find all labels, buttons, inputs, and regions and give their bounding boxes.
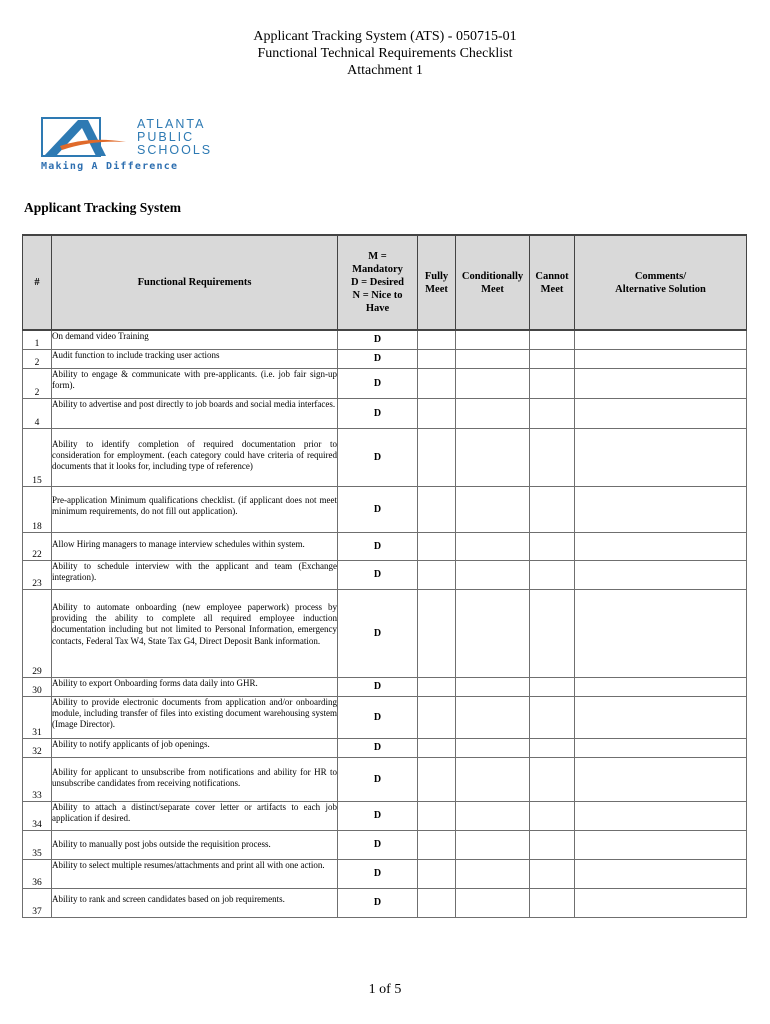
logo-name [137, 118, 247, 157]
table-row [23, 589, 747, 677]
cannot-meet-cell[interactable] [530, 560, 575, 589]
table-row [23, 696, 747, 738]
cannot-meet-cell[interactable] [530, 398, 575, 428]
comments-cell[interactable] [575, 677, 747, 696]
comments-cell[interactable] [575, 738, 747, 757]
requirement-text: Ability to identify completion of required documentation prior to consideration for employment. (each category could have criteria of required documents that it looks for, including type of reference) [52, 428, 338, 486]
priority-value: D [338, 532, 418, 560]
cannot-meet-cell[interactable] [530, 696, 575, 738]
comments-cell[interactable] [575, 859, 747, 888]
table-row [23, 428, 747, 486]
requirement-text: Ability to automate onboarding (new employee paperwork) process by providing the ability to complete all required employee induction documentation including but not limited to Personal Information, emergency contacts, Federal Tax W4, State Tax G4, Direct Deposit Bank information. [52, 589, 338, 677]
comments-cell[interactable] [575, 532, 747, 560]
logo-name-line1: ATLANTA [137, 117, 206, 131]
document-header [0, 28, 770, 79]
header-cannot-line1: Cannot [535, 270, 569, 282]
requirement-text: Pre-application Minimum qualifications checklist. (if applicant does not meet minimum requirements, do not fill out application). [52, 486, 338, 532]
requirement-text: Ability for applicant to unsubscribe from notifications and ability for HR to unsubscribe candidates from receiving notifications. [52, 757, 338, 801]
fully-meet-cell[interactable] [418, 859, 456, 888]
table-row [23, 801, 747, 830]
priority-value: D [338, 398, 418, 428]
row-number: 30 [23, 677, 52, 696]
row-number: 23 [23, 560, 52, 589]
conditionally-meet-cell[interactable] [456, 349, 530, 368]
cannot-meet-cell[interactable] [530, 757, 575, 801]
priority-value: D [338, 560, 418, 589]
comments-cell[interactable] [575, 428, 747, 486]
priority-value: D [338, 349, 418, 368]
requirement-text: Ability to export Onboarding forms data daily into GHR. [52, 677, 338, 696]
table-row [23, 888, 747, 917]
requirement-text: Ability to attach a distinct/separate cover letter or artifacts to each job application if desired. [52, 801, 338, 830]
header-priority-line5: Have [365, 303, 390, 314]
header-requirement-label: Functional Requirements [137, 277, 252, 288]
cannot-meet-cell[interactable] [530, 589, 575, 677]
header-comments [575, 235, 747, 330]
fully-meet-cell[interactable] [418, 888, 456, 917]
cannot-meet-cell[interactable] [530, 801, 575, 830]
cannot-meet-cell[interactable] [530, 677, 575, 696]
header-comments-line2: Alternative Solution [615, 283, 706, 295]
cannot-meet-cell[interactable] [530, 859, 575, 888]
header-requirement [52, 235, 338, 330]
row-number: 35 [23, 830, 52, 859]
fully-meet-cell[interactable] [418, 830, 456, 859]
conditionally-meet-cell[interactable] [456, 560, 530, 589]
table-row [23, 859, 747, 888]
row-number: 33 [23, 757, 52, 801]
conditionally-meet-cell[interactable] [456, 677, 530, 696]
table-row [23, 830, 747, 859]
fully-meet-cell[interactable] [418, 757, 456, 801]
fully-meet-cell[interactable] [418, 532, 456, 560]
priority-value: D [338, 589, 418, 677]
comments-cell[interactable] [575, 398, 747, 428]
conditionally-meet-cell[interactable] [456, 859, 530, 888]
requirement-text: Ability to select multiple resumes/attachments and print all with one action. [52, 859, 338, 888]
fully-meet-cell[interactable] [418, 428, 456, 486]
table-row [23, 677, 747, 696]
requirements-table [22, 234, 747, 918]
cannot-meet-cell[interactable] [530, 349, 575, 368]
table-row [23, 532, 747, 560]
priority-value: D [338, 486, 418, 532]
header-priority-line2: Mandatory [352, 264, 403, 275]
header-fully-meet [418, 235, 456, 330]
comments-cell[interactable] [575, 830, 747, 859]
fully-meet-cell[interactable] [418, 349, 456, 368]
requirement-text: Ability to engage & communicate with pre-applicants. (i.e. job fair sign-up form). [52, 368, 338, 398]
requirement-text: Ability to provide electronic documents from application and/or onboarding module, including transfer of files into existing document warehousing system (Image Director). [52, 696, 338, 738]
header-priority [338, 235, 418, 330]
priority-value: D [338, 368, 418, 398]
page-number: 1 of 5 [368, 982, 402, 997]
table-row [23, 330, 747, 349]
requirement-text: On demand video Training [52, 330, 338, 349]
comments-cell[interactable] [575, 589, 747, 677]
header-num-label: # [34, 277, 40, 288]
row-number: 37 [23, 888, 52, 917]
requirement-text: Ability to advertise and post directly to job boards and social media interfaces. [52, 398, 338, 428]
header-comments-line1: Comments/ [634, 270, 687, 282]
conditionally-meet-cell[interactable] [456, 888, 530, 917]
cannot-meet-cell[interactable] [530, 532, 575, 560]
row-number: 36 [23, 859, 52, 888]
header-subtitle: Functional Technical Requirements Checklist [257, 46, 513, 61]
logo-name-line3: SCHOOLS [137, 143, 213, 157]
row-number: 31 [23, 696, 52, 738]
comments-cell[interactable] [575, 696, 747, 738]
conditionally-meet-cell[interactable] [456, 830, 530, 859]
requirement-text: Ability to manually post jobs outside the requisition process. [52, 830, 338, 859]
logo-tagline: Making A Difference [41, 161, 179, 172]
fully-meet-cell[interactable] [418, 560, 456, 589]
priority-value: D [338, 428, 418, 486]
requirement-text: Allow Hiring managers to manage interview schedules within system. [52, 532, 338, 560]
header-priority-line3: D = Desired [350, 277, 405, 288]
requirement-text: Audit function to include tracking user actions [52, 349, 338, 368]
comments-cell[interactable] [575, 560, 747, 589]
row-number: 29 [23, 589, 52, 677]
cannot-meet-cell[interactable] [530, 738, 575, 757]
cannot-meet-cell[interactable] [530, 428, 575, 486]
table-row [23, 757, 747, 801]
logo-name-line2: PUBLIC [137, 130, 195, 144]
conditionally-meet-cell[interactable] [456, 368, 530, 398]
table-row [23, 398, 747, 428]
table-row [23, 560, 747, 589]
header-fully-line2: Meet [425, 283, 448, 295]
priority-value: D [338, 330, 418, 349]
comments-cell[interactable] [575, 368, 747, 398]
row-number: 15 [23, 428, 52, 486]
cannot-meet-cell[interactable] [530, 368, 575, 398]
header-num [23, 235, 52, 330]
header-conditionally-meet [456, 235, 530, 330]
row-number: 1 [23, 330, 52, 349]
header-cannot-line2: Meet [540, 283, 564, 295]
priority-value: D [338, 677, 418, 696]
header-priority-line1: M = [368, 251, 387, 262]
comments-cell[interactable] [575, 801, 747, 830]
requirement-text: Ability to rank and screen candidates based on job requirements. [52, 888, 338, 917]
conditionally-meet-cell[interactable] [456, 589, 530, 677]
conditionally-meet-cell[interactable] [456, 801, 530, 830]
table-header-row [23, 235, 747, 330]
priority-value: D [338, 801, 418, 830]
priority-value: D [338, 738, 418, 757]
row-number: 34 [23, 801, 52, 830]
requirement-text: Ability to schedule interview with the applicant and team (Exchange integration). [52, 560, 338, 589]
comments-cell[interactable] [575, 888, 747, 917]
fully-meet-cell[interactable] [418, 368, 456, 398]
cannot-meet-cell[interactable] [530, 830, 575, 859]
atlanta-public-schools-logo [40, 116, 245, 174]
priority-value: D [338, 696, 418, 738]
comments-cell[interactable] [575, 349, 747, 368]
row-number: 22 [23, 532, 52, 560]
header-fully-line1: Fully [424, 270, 449, 282]
conditionally-meet-cell[interactable] [456, 428, 530, 486]
requirement-text: Ability to notify applicants of job openings. [52, 738, 338, 757]
cannot-meet-cell[interactable] [530, 330, 575, 349]
priority-value: D [338, 888, 418, 917]
table-row [23, 368, 747, 398]
table-row [23, 738, 747, 757]
header-conditionally-line2: Meet [481, 283, 504, 295]
fully-meet-cell[interactable] [418, 589, 456, 677]
conditionally-meet-cell[interactable] [456, 696, 530, 738]
conditionally-meet-cell[interactable] [456, 738, 530, 757]
table-row [23, 486, 747, 532]
row-number: 4 [23, 398, 52, 428]
header-conditionally-line1: Conditionally [461, 270, 524, 282]
row-number: 32 [23, 738, 52, 757]
header-cannot-meet [530, 235, 575, 330]
row-number: 18 [23, 486, 52, 532]
fully-meet-cell[interactable] [418, 677, 456, 696]
priority-value: D [338, 757, 418, 801]
row-number: 2 [23, 368, 52, 398]
header-title: Applicant Tracking System (ATS) - 050715-01 [253, 29, 517, 44]
fully-meet-cell[interactable] [418, 696, 456, 738]
section-title: Applicant Tracking System [24, 200, 182, 215]
cannot-meet-cell[interactable] [530, 486, 575, 532]
conditionally-meet-cell[interactable] [456, 532, 530, 560]
cannot-meet-cell[interactable] [530, 888, 575, 917]
comments-cell[interactable] [575, 757, 747, 801]
fully-meet-cell[interactable] [418, 738, 456, 757]
priority-value: D [338, 859, 418, 888]
conditionally-meet-cell[interactable] [456, 757, 530, 801]
fully-meet-cell[interactable] [418, 486, 456, 532]
conditionally-meet-cell[interactable] [456, 330, 530, 349]
comments-cell[interactable] [575, 330, 747, 349]
comments-cell[interactable] [575, 486, 747, 532]
header-attachment: Attachment 1 [347, 63, 423, 78]
logo-a-icon [40, 116, 136, 160]
fully-meet-cell[interactable] [418, 398, 456, 428]
fully-meet-cell[interactable] [418, 330, 456, 349]
fully-meet-cell[interactable] [418, 801, 456, 830]
conditionally-meet-cell[interactable] [456, 486, 530, 532]
table-row [23, 349, 747, 368]
priority-value: D [338, 830, 418, 859]
conditionally-meet-cell[interactable] [456, 398, 530, 428]
header-priority-line4: N = Nice to [352, 290, 403, 301]
row-number: 2 [23, 349, 52, 368]
